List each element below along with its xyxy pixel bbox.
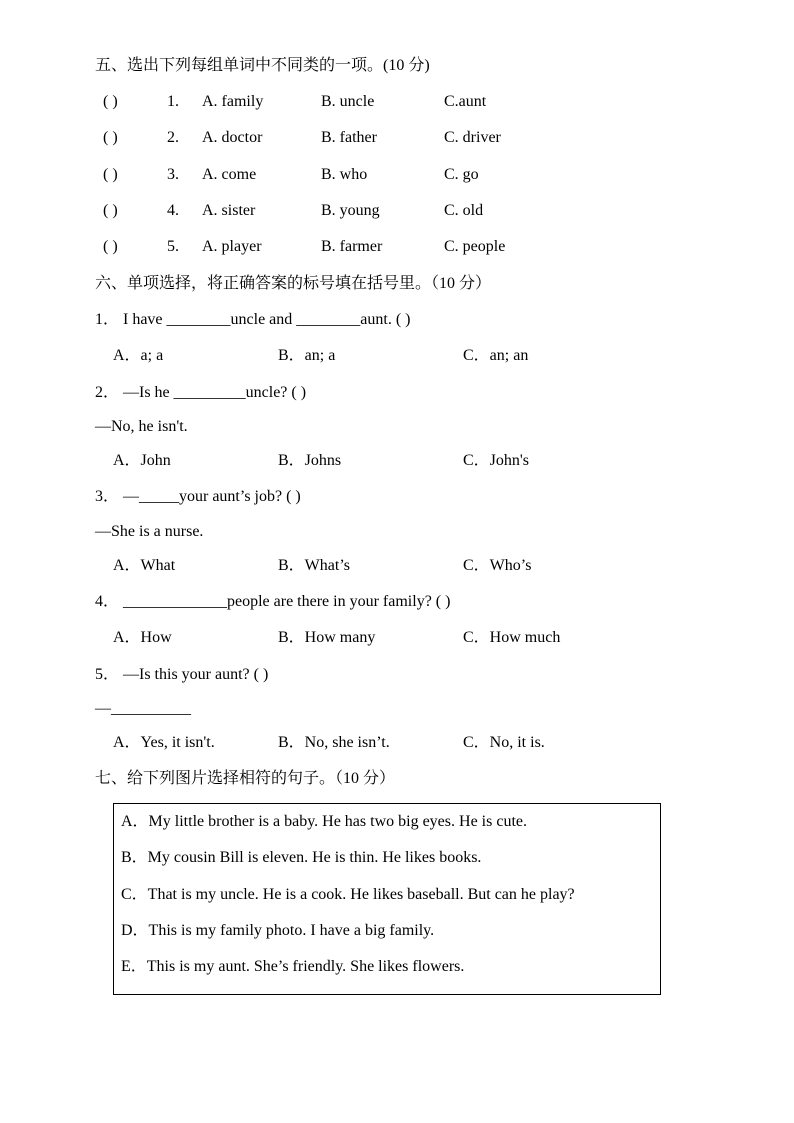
option-c: C．How much <box>463 629 561 646</box>
option-b: B. young <box>321 202 380 219</box>
question-1-stem: 1． I have ________uncle and ________aunt. ( ) <box>95 311 411 328</box>
option-c: C．an; an <box>463 347 529 364</box>
option-c: C. old <box>444 202 484 219</box>
item-number: 2. <box>167 129 179 146</box>
sentence-d: D．This is my family photo. I have a big family. <box>121 922 435 939</box>
item-number: 3. <box>167 166 179 183</box>
item-number: 4. <box>167 202 179 219</box>
option-a: A．a; a <box>113 347 164 364</box>
question-2-stem: 2． —Is he _________uncle? ( ) <box>95 384 307 401</box>
option-c: C．Who’s <box>463 557 532 574</box>
answer-paren: ( ) <box>103 93 118 110</box>
sentence-b: B．My cousin Bill is eleven. He is thin. He likes books. <box>121 849 482 866</box>
option-a: A．How <box>113 629 172 646</box>
option-b: B．How many <box>278 629 376 646</box>
option-a: A. family <box>202 93 264 110</box>
option-b: B．What’s <box>278 557 350 574</box>
item-number: 5. <box>167 238 179 255</box>
option-a: A. player <box>202 238 262 255</box>
option-a: A．Yes, it isn't. <box>113 734 215 751</box>
answer-paren: ( ) <box>103 129 118 146</box>
option-a: A．What <box>113 557 176 574</box>
sentence-e: E．This is my aunt. She’s friendly. She likes flowers. <box>121 958 465 975</box>
question-4-stem: 4． _____________people are there in your family? ( ) <box>95 593 451 610</box>
question-5-stem: 5． —Is this your aunt? ( ) <box>95 666 269 683</box>
option-c: C. driver <box>444 129 501 146</box>
question-5-reply: —__________ <box>95 700 191 717</box>
option-b: B．No, she isn’t. <box>278 734 390 751</box>
option-b: B. father <box>321 129 377 146</box>
option-c: C．No, it is. <box>463 734 545 751</box>
option-a: A. come <box>202 166 257 183</box>
sentence-c: C．That is my uncle. He is a cook. He likes baseball. But can he play? <box>121 886 575 903</box>
item-number: 1. <box>167 93 179 110</box>
answer-paren: ( ) <box>103 202 118 219</box>
section6-title: 六、单项选择，将正确答案的标号填在括号里。（10 分） <box>95 275 492 292</box>
option-b: B. who <box>321 166 368 183</box>
section7-title: 七、给下列图片选择相符的句子。（10 分） <box>95 770 396 787</box>
option-a: A. doctor <box>202 129 263 146</box>
question-3-reply: —She is a nurse. <box>95 523 204 540</box>
question-3-stem: 3． —_____your aunt’s job? ( ) <box>95 488 301 505</box>
sentence-a: A．My little brother is a baby. He has two big eyes. He is cute. <box>121 813 527 830</box>
answer-paren: ( ) <box>103 166 118 183</box>
option-b: B. uncle <box>321 93 375 110</box>
option-a: A．John <box>113 452 171 469</box>
section5-title: 五、选出下列每组单词中不同类的一项。(10 分) <box>95 57 430 74</box>
question-2-reply: —No, he isn't. <box>95 418 188 435</box>
option-b: B. farmer <box>321 238 383 255</box>
option-a: A. sister <box>202 202 256 219</box>
option-c: C.aunt <box>444 93 487 110</box>
answer-paren: ( ) <box>103 238 118 255</box>
option-b: B．Johns <box>278 452 342 469</box>
option-c: C．John's <box>463 452 530 469</box>
option-b: B．an; a <box>278 347 336 364</box>
option-c: C. people <box>444 238 506 255</box>
option-c: C. go <box>444 166 479 183</box>
